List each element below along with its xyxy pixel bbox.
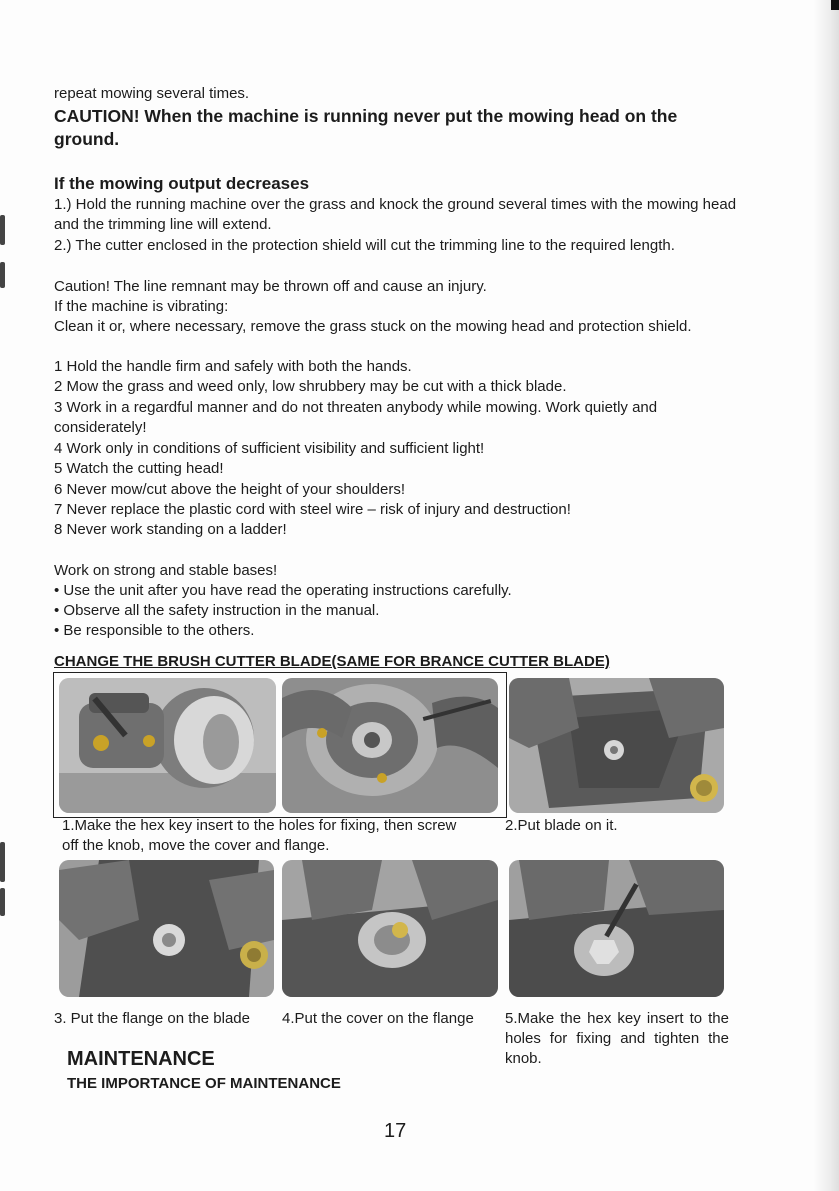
section-title: If the mowing output decreases <box>54 174 310 193</box>
body-line: 1 Hold the handle firm and safely with both the hands. <box>54 358 412 375</box>
bullet-item: • Observe all the safety instruction in the manual. <box>54 602 380 619</box>
body-line: 3 Work in a regardful manner and do not threaten anybody while mowing. Work quietly and considerately! <box>54 399 658 436</box>
step2-photo-put-blade <box>509 678 724 813</box>
scan-binder-mark <box>0 842 5 882</box>
step5-photo-tighten <box>509 860 724 997</box>
step1-photo-remove-cover <box>282 678 498 813</box>
maintenance-subtitle: THE IMPORTANCE OF MAINTENANCE <box>67 1075 341 1092</box>
intro-line: repeat mowing several times. <box>54 85 250 102</box>
step3-photo-flange <box>59 860 274 997</box>
body-line: 2.) The cutter enclosed in the protection shield will cut the trimming line to the required length. <box>54 237 675 254</box>
maintenance-title: MAINTENANCE <box>67 1048 215 1070</box>
step4-photo-cover <box>282 860 498 997</box>
caption-step2: 2.Put blade on it. <box>505 817 618 834</box>
scan-corner-mark <box>831 0 839 10</box>
caption-step1: 1.Make the hex key insert to the holes for fixing, then screw off the knob, move the cover and flange. <box>62 817 457 854</box>
bullet-item: • Be responsible to the others. <box>54 622 255 639</box>
body-line: 6 Never mow/cut above the height of your shoulders! <box>54 481 406 498</box>
scan-binder-mark <box>0 262 5 288</box>
body-line: 5 Watch the cutting head! <box>54 460 224 477</box>
body-line: If the machine is vibrating: <box>54 298 229 315</box>
caution-warning: CAUTION! When the machine is running never put the mowing head on the ground. <box>54 106 678 149</box>
body-line: 4 Work only in conditions of sufficient visibility and sufficient light! <box>54 440 485 457</box>
bases-line: Work on strong and stable bases! <box>54 562 278 579</box>
body-line: 7 Never replace the plastic cord with steel wire – risk of injury and destruction! <box>54 501 571 518</box>
body-line: 8 Never work standing on a ladder! <box>54 521 287 538</box>
page-number: 17 <box>384 1120 407 1142</box>
body-line: 2 Mow the grass and weed only, low shrubbery may be cut with a thick blade. <box>54 378 567 395</box>
caption-step3: 3. Put the flange on the blade <box>54 1010 250 1027</box>
scan-binder-mark <box>0 215 5 245</box>
bullet-item: • Use the unit after you have read the operating instructions carefully. <box>54 582 512 599</box>
caption-step5: 5.Make the hex key insert to the holes for fixing and tighten the knob. <box>505 1010 729 1067</box>
page-edge-shadow <box>813 0 839 1191</box>
change-blade-heading: CHANGE THE BRUSH CUTTER BLADE(SAME FOR BRANCE CUTTER BLADE) <box>54 653 610 670</box>
body-line: Caution! The line remnant may be thrown off and cause an injury. <box>54 278 487 295</box>
body-line: Clean it or, where necessary, remove the grass stuck on the mowing head and protection shield. <box>54 318 692 335</box>
step1-photo-hex-key <box>59 678 276 813</box>
scan-binder-mark <box>0 888 5 916</box>
caption-step4: 4.Put the cover on the flange <box>282 1010 474 1027</box>
body-line: 1.) Hold the running machine over the grass and knock the ground several times with the mowing head and the trimming line will extend. <box>54 196 737 233</box>
